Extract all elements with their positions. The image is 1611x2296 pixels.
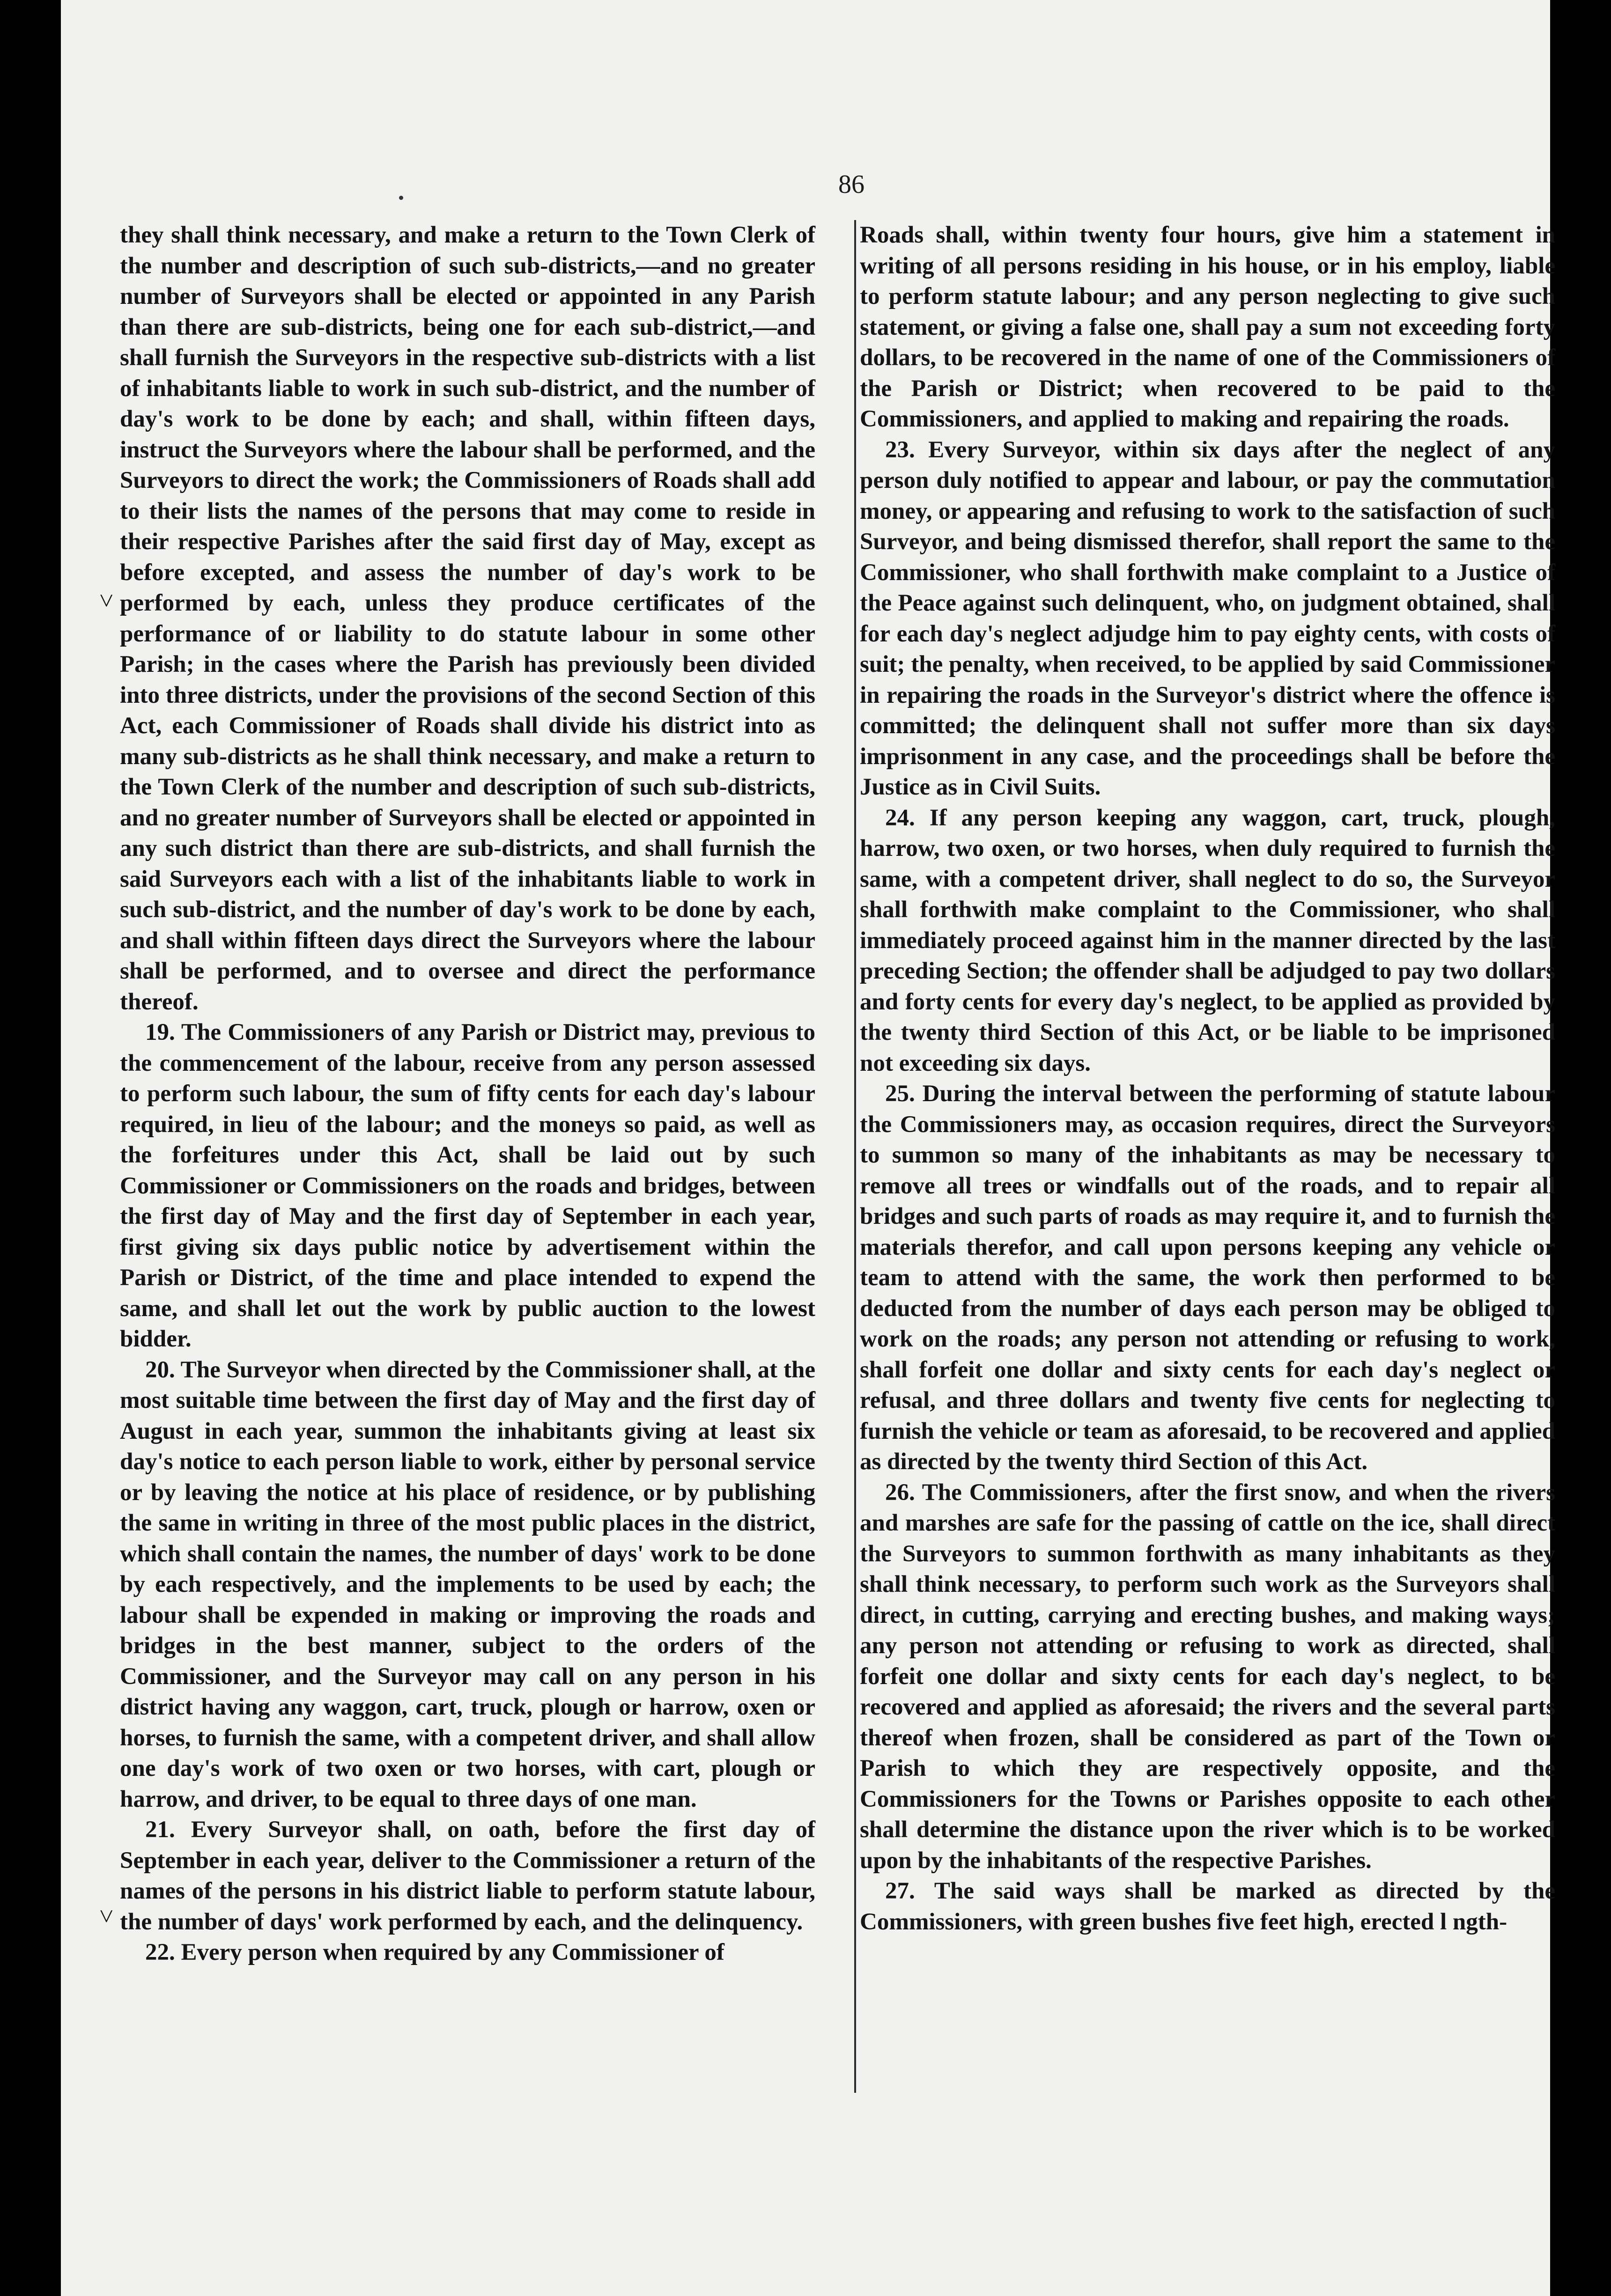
section-26: 26. The Commissioners, after the first snow, and when the rivers and marshes are safe for the passing of cattle on the ice, shall direct the Surveyors to summon forthwith as many inhabitants as they shall think necessary, to perform such work as the Surveyors shall direct, in cutting, carrying and erecting bushes, and making ways; any person not attending or refusing to work as directed, shall forfeit one dollar and sixty cents for each day's neglect, to be recovered and applied as aforesaid; the rivers and the several parts thereof when frozen, shall be considered as part of the Town or Parish to which they are respectively opposite, and the Commissioners for the Towns or Parishes opposite to each other shall determine the distance upon the river which is to be worked upon by the inhabitants of the respective Parishes. bbox=[860, 1479, 1555, 1874]
paragraph-continued: Roads shall, within twenty four hours, give him a statement in writing of all persons residing in his house, or in his employ, liable to perform statute labour; and any person neglecting to give such statement, or giving a false one, shall pay a sum not exceeding forty dollars, to be recovered in the name of one of the Commissioners of the Parish or District; when recovered to be paid to the Commissioners, and applied to making and repairing the roads. bbox=[860, 222, 1555, 432]
page-number: 86 bbox=[838, 170, 865, 199]
margin-tick-mark: ˅ bbox=[99, 1902, 114, 1930]
column-divider bbox=[854, 220, 856, 2093]
margin-tick-mark: ˅ bbox=[99, 587, 114, 615]
section-23: 23. Every Surveyor, within six days after the neglect of any person duly notified to appear and labour, or pay the commutation money, or appearing and refusing to work to the satisfaction of such Surveyor, and being dismissed therefor, shall report the same to the Commissioner, who shall forthwith make complaint to a Justice of the Peace against such delinquent, who, on judgment obtained, shall for each day's neglect adjudge him to pay eighty cents, with costs of suit; the penalty, when received, to be applied by said Commissioner in repairing the roads in the Surveyor's district where the offence is committed; the delinquent shall not suffer more than six days imprisonment in any case, and the proceedings shall be before the Justice as in Civil Suits. bbox=[860, 436, 1555, 800]
ink-speck bbox=[399, 196, 403, 200]
document-page bbox=[61, 0, 1555, 2296]
section-20: 20. The Surveyor when directed by the Commissioner shall, at the most suitable time between the first day of May and the first day of August in each year, summon the inhabitants giving at least six day's notice to each person liable to work, either by personal service or by leaving the notice at his place of residence, or by publishing the same in writing in three of the most public places in the district, which shall contain the names, the number of days' work to be done by each respectively, and the implements to be used by each; the labour shall be expended in making or improving the roads and bridges in the best manner, subject to the orders of the Commissioner, and the Surveyor may call on any person in his district having any waggon, cart, truck, plough or harrow, oxen or horses, to furnish the same, with a competent driver, and shall allow one day's work of two oxen or two horses, with cart, plough or harrow, and driver, to be equal to three days of one man. bbox=[120, 1356, 815, 1812]
right-text-column bbox=[860, 220, 1555, 1937]
section-25: 25. During the interval between the performing of statute labour the Commissioners may, as occasion requires, direct the Surveyors to summon so many of the inhabitants as may be necessary to remove all trees or windfalls out of the roads, and to repair all bridges and such parts of roads as may require it, and to furnish the materials therefor, and call upon persons keeping any vehicle or team to attend with the same, the work then performed to be deducted from the number of days each person may be obliged to work on the roads; any person not attending or refusing to work, shall forfeit one dollar and sixty cents for each day's neglect or refusal, and three dollars and twenty five cents for neglecting to furnish the vehicle or team as aforesaid, to be recovered and applied as directed by the twenty third Section of this Act. bbox=[860, 1081, 1555, 1475]
paragraph-continued: they shall think necessary, and make a return to the Town Clerk of the number and description of such sub-districts,—and no greater number of Surveyors shall be elected or appointed in any Parish than there are sub-districts, being one for each sub-district,—and shall furnish the Surveyors in the respective sub-districts with a list of inhabitants liable to work in such sub-district, and the number of day's work to be done by each; and shall, within fifteen days, instruct the Surveyors where the labour shall be performed, and the Surveyors to direct the work; the Commissioners of Roads shall add to their lists the names of the persons that may come to reside in their respective Parishes after the said first day of May, except as before excepted, and assess the number of day's work to be performed by each, unless they produce certificates of the performance of or liability to do statute labour in some other Parish; in the cases where the Parish has previously been divided into three districts, under the provisions of the second Section of this Act, each Commissioner of Roads shall divide his district into as many sub-districts as he shall think necessary, and make a return to the Town Clerk of the number and description of such sub-districts, and no greater number of Surveyors shall be elected or appointed in any such district than there are sub-districts, and shall furnish the said Surveyors each with a list of the inhabitants liable to work in such sub-district, and the number of day's work to be done by each, and shall within fifteen days direct the Surveyors where the labour shall be performed, and to oversee and direct the performance thereof. bbox=[120, 222, 815, 1015]
section-21: 21. Every Surveyor shall, on oath, before the first day of September in each year, deliver to the Commissioner a return of the names of the persons in his district liable to perform statute labour, the number of days' work performed by each, and the delinquency. bbox=[120, 1817, 815, 1935]
left-text-column bbox=[120, 220, 815, 1968]
section-27: 27. The said ways shall be marked as directed by the Commissioners, with green bushes five feet high, erected l ngth- bbox=[860, 1878, 1555, 1935]
section-22: 22. Every person when required by any Commissioner of bbox=[145, 1939, 724, 1965]
section-19: 19. The Commissioners of any Parish or District may, previous to the commencement of the labour, receive from any person assessed to perform such labour, the sum of fifty cents for each day's labour required, in lieu of the labour; and the moneys so paid, as well as the forfeitures under this Act, shall be laid out by such Commissioner or Commissioners on the roads and bridges, between the first day of May and the first day of September in each year, first giving six days public notice by advertisement within the Parish or District, of the time and place intended to expend the same, and shall let out the work by public auction to the lowest bidder. bbox=[120, 1019, 815, 1352]
section-24: 24. If any person keeping any waggon, cart, truck, plough, harrow, two oxen, or two horses, when duly required to furnish the same, with a competent driver, shall neglect to do so, the Surveyor shall forthwith make complaint to the Commissioner, who shall immediately proceed against him in the manner directed by the last preceding Section; the offender shall be adjudged to pay two dollars and forty cents for every day's neglect, to be applied as provided by the twenty third Section of this Act, or be liable to be imprisoned not exceeding six days. bbox=[860, 804, 1555, 1076]
